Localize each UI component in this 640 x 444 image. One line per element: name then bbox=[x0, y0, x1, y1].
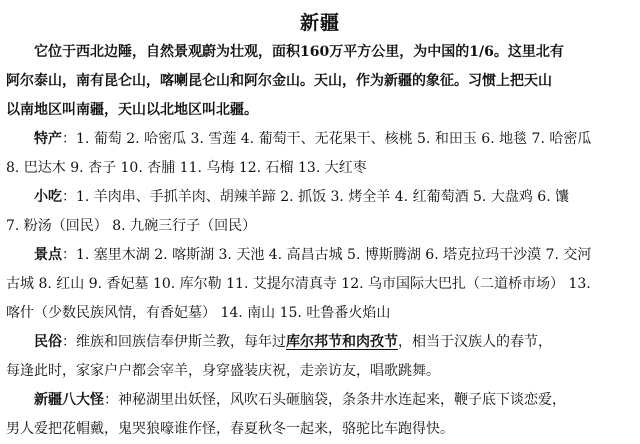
snacks-section bbox=[6, 183, 634, 241]
area-value: 160 bbox=[300, 44, 330, 60]
specialties-line-1 bbox=[6, 125, 634, 154]
snacks-line-1 bbox=[6, 183, 634, 212]
ratio-value: 1/6 bbox=[469, 44, 494, 60]
customs-line-1 bbox=[6, 328, 634, 357]
customs-text-2: ，相当于汉族人的春节， bbox=[398, 334, 552, 350]
festival-name: 库尔邦节和肉孜节 bbox=[286, 334, 398, 350]
page-title: 新疆 bbox=[299, 12, 340, 34]
sights-line-2: 古城 8. 红山 9. 香妃墓 10. 库尔勒 11. 艾提尔清真寺 12. 乌市国际大巴扎（二道桥市场） 13. bbox=[6, 276, 591, 292]
sights-line-1 bbox=[6, 241, 634, 270]
snacks-text-1: ：1. 羊肉串、手抓羊肉、胡辣羊蹄 2. 抓饭 3. 烤全羊 4. 红葡萄酒 5. 大盘鸡 6. 馕 bbox=[62, 189, 570, 205]
customs-line-2: 每逢此时，家家户户都会宰羊，身穿盛装庆祝，走亲访友，唱歌跳舞。 bbox=[6, 363, 440, 379]
oddities-text-1: ：神秘湖里出妖怪，风吹石头砸脑袋，条条井水连起来，鞭子底下谈恋爱， bbox=[104, 392, 566, 408]
snacks-line-2: 7. 粉汤（回民） 8. 九碗三行子（回民） bbox=[6, 218, 257, 234]
customs-label: 民俗 bbox=[34, 334, 62, 350]
intro-text-2: 万平方公里，为中国的 bbox=[329, 44, 470, 60]
customs-section bbox=[6, 328, 634, 386]
intro-paragraph bbox=[6, 38, 634, 125]
specialties-section bbox=[6, 125, 634, 183]
specialties-text-1: ：1. 葡萄 2. 哈密瓜 3. 雪莲 4. 葡萄干、无花果干、核桃 5. 和田玉 6. 地毯 7. 哈密瓜 bbox=[62, 131, 592, 147]
specialties-line-2: 8. 巴达木 9. 杏子 10. 杏脯 11. 乌梅 12. 石榴 13. 大红枣 bbox=[6, 160, 367, 176]
intro-line-2: 阿尔泰山，南有昆仑山，喀喇昆仑山和阿尔金山。天山，作为新疆的象征。习惯上把天山 bbox=[6, 73, 552, 89]
oddities-line-1 bbox=[6, 386, 634, 415]
sights-line-3: 喀什（少数民族风情，有香妃墓） 14. 南山 15. 吐鲁番火焰山 bbox=[6, 305, 391, 321]
customs-text-1: ：维族和回族信奉伊斯兰教，每年过 bbox=[62, 334, 286, 350]
intro-line-3: 以南地区叫南疆，天山以北地区叫北疆。 bbox=[6, 102, 258, 118]
sights-label: 景点 bbox=[34, 247, 62, 263]
sights-section bbox=[6, 241, 634, 328]
snacks-label: 小吃 bbox=[34, 189, 62, 205]
intro-text-3: 。这里北有 bbox=[493, 44, 564, 60]
intro-text-1: 它位于西北边陲，自然景观蔚为壮观，面积 bbox=[34, 44, 300, 60]
intro-line-1 bbox=[6, 38, 634, 67]
oddities-label: 新疆八大怪 bbox=[34, 392, 104, 408]
oddities-section bbox=[6, 386, 634, 444]
sights-text-1: ：1. 塞里木湖 2. 喀斯湖 3. 天池 4. 高昌古城 5. 博斯腾湖 6. 塔克拉玛干沙漠 7. 交河 bbox=[62, 247, 592, 263]
specialties-label: 特产 bbox=[34, 131, 62, 147]
oddities-line-2: 男人爱把花帽戴，鬼哭狼嚎谁作怪，春夏秋冬一起来，骆驼比车跑得快。 bbox=[6, 421, 454, 437]
